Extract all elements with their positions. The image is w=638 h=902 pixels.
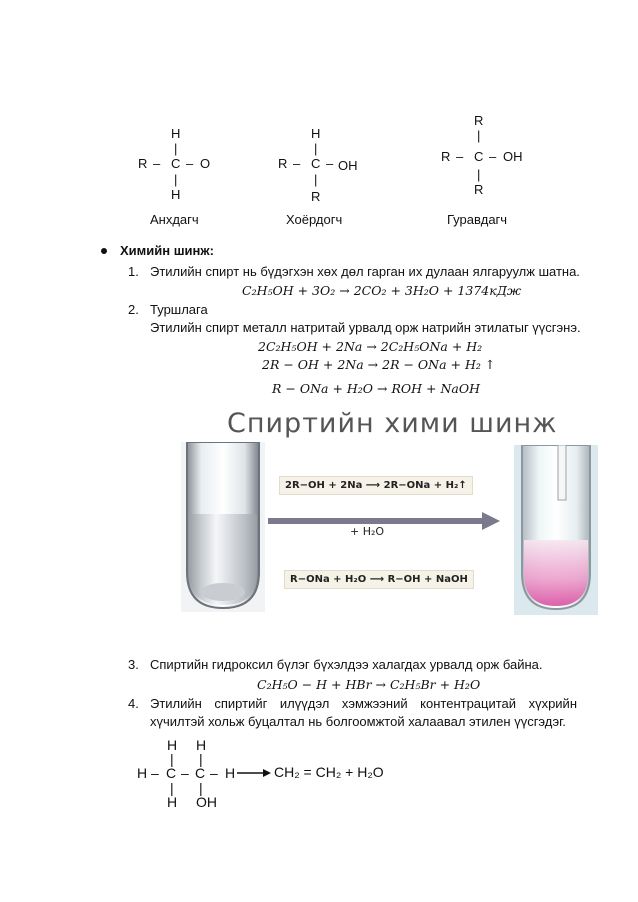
atom-carbon: C	[171, 156, 181, 171]
atom-carbon: C	[311, 156, 321, 171]
dehydration-product: CH₂ = CH₂ + H₂O	[274, 764, 384, 780]
atom-h: H	[167, 737, 178, 753]
item-description: Этилийн спирт металл натритай урвалд орж натрийн этилатыг үүсгэнэ.	[150, 320, 581, 335]
atom-bottom: H	[171, 187, 181, 202]
photo-title: Спиртийн хими шинж	[227, 408, 558, 439]
item-number: 4.	[128, 696, 139, 711]
secondary-alcohol-structure	[278, 126, 378, 206]
equation-hydrolysis: R − ONa + H₂O → ROH + NaOH	[272, 381, 480, 396]
bond-vertical: |	[174, 172, 178, 187]
bond-horizontal: –	[489, 149, 497, 164]
atom-left: R	[138, 156, 148, 171]
bond-vertical: |	[314, 141, 318, 156]
bond-horizontal: –	[186, 156, 194, 171]
atom-h: H	[137, 765, 148, 781]
atom-h: H	[167, 794, 178, 810]
atom-h: H	[196, 737, 207, 753]
reaction-box-bottom: R−ONa + H₂O ⟶ R−OH + NaOH	[284, 570, 474, 589]
bond-vertical: |	[477, 128, 481, 143]
bond-horizontal: –	[456, 149, 464, 164]
bond-vertical: |	[170, 751, 174, 767]
equation-alcohol-sodium: 2R − OH + 2Na → 2R − ONa + H₂ ↑	[262, 357, 496, 372]
bond-vertical: |	[314, 172, 318, 187]
bond-vertical: |	[477, 167, 481, 182]
bond-horizontal: –	[151, 765, 159, 781]
item-number: 2.	[128, 302, 139, 317]
section-heading: Химийн шинж:	[120, 243, 214, 258]
item-text-continued: хүчилтэй хольж буцалтал нь болгоомжтой халаавал этилен үүсгэдэг.	[150, 714, 566, 729]
atom-carbon: C	[195, 765, 206, 781]
atom-right: OH	[338, 158, 358, 173]
item-text: Этилийн спиртийг илүүдэл хэмжээний контентрацитай хүхрийн	[150, 696, 577, 711]
reaction-arrow-icon	[237, 768, 271, 778]
equation-combustion: C₂H₅OH + 3O₂ → 2CO₂ + 3H₂O + 1374кДж	[242, 283, 522, 298]
bond-horizontal: –	[153, 156, 161, 171]
item-text: Этилийн спирт нь бүдэгхэн хөх дөл гарган их дулаан ялгаруулж шатна.	[150, 264, 580, 279]
atom-h: H	[225, 765, 236, 781]
equation-ethanol-sodium: 2C₂H₅OH + 2Na → 2C₂H₅ONa + H₂	[258, 339, 483, 354]
bond-horizontal: –	[326, 156, 334, 171]
bond-vertical: |	[199, 780, 203, 796]
atom-carbon: C	[474, 149, 484, 164]
item-number: 1.	[128, 264, 139, 279]
atom-bottom: R	[474, 182, 484, 197]
bond-horizontal: –	[181, 765, 189, 781]
equation-hbr: C₂H₅O − H + HBr → C₂H₅Br + H₂O	[257, 677, 481, 692]
caption-primary: Анхдагч	[150, 212, 199, 227]
bond-horizontal: –	[293, 156, 301, 171]
item-text: Туршлага	[150, 302, 208, 317]
atom-bottom: R	[311, 189, 321, 204]
water-label: + H₂O	[350, 525, 385, 538]
atom-left: R	[278, 156, 288, 171]
test-tube-left	[181, 442, 265, 612]
caption-tertiary: Гуравдагч	[447, 212, 508, 227]
tertiary-alcohol-structure	[441, 113, 541, 203]
atom-right: O	[200, 156, 211, 171]
bond-vertical: |	[199, 751, 203, 767]
bond-horizontal: –	[210, 765, 218, 781]
item-number: 3.	[128, 657, 139, 672]
item-text: Спиртийн гидроксил бүлэг бүхэлдээ халагдах урвалд орж байна.	[150, 657, 543, 672]
atom-carbon: C	[166, 765, 177, 781]
atom-top: H	[171, 126, 181, 141]
atom-right: OH	[503, 149, 523, 164]
atom-left: R	[441, 149, 451, 164]
bullet-icon	[101, 248, 107, 254]
primary-alcohol-structure	[138, 126, 238, 206]
atom-top: R	[474, 113, 484, 128]
caption-secondary: Хоёрдогч	[286, 212, 343, 227]
bond-vertical: |	[174, 141, 178, 156]
bond-vertical: |	[170, 780, 174, 796]
atom-oh: OH	[196, 794, 217, 810]
test-tube-right	[514, 445, 598, 615]
reaction-box-top: 2R−OH + 2Na ⟶ 2R−ONa + H₂↑	[279, 476, 473, 495]
atom-top: H	[311, 126, 321, 141]
